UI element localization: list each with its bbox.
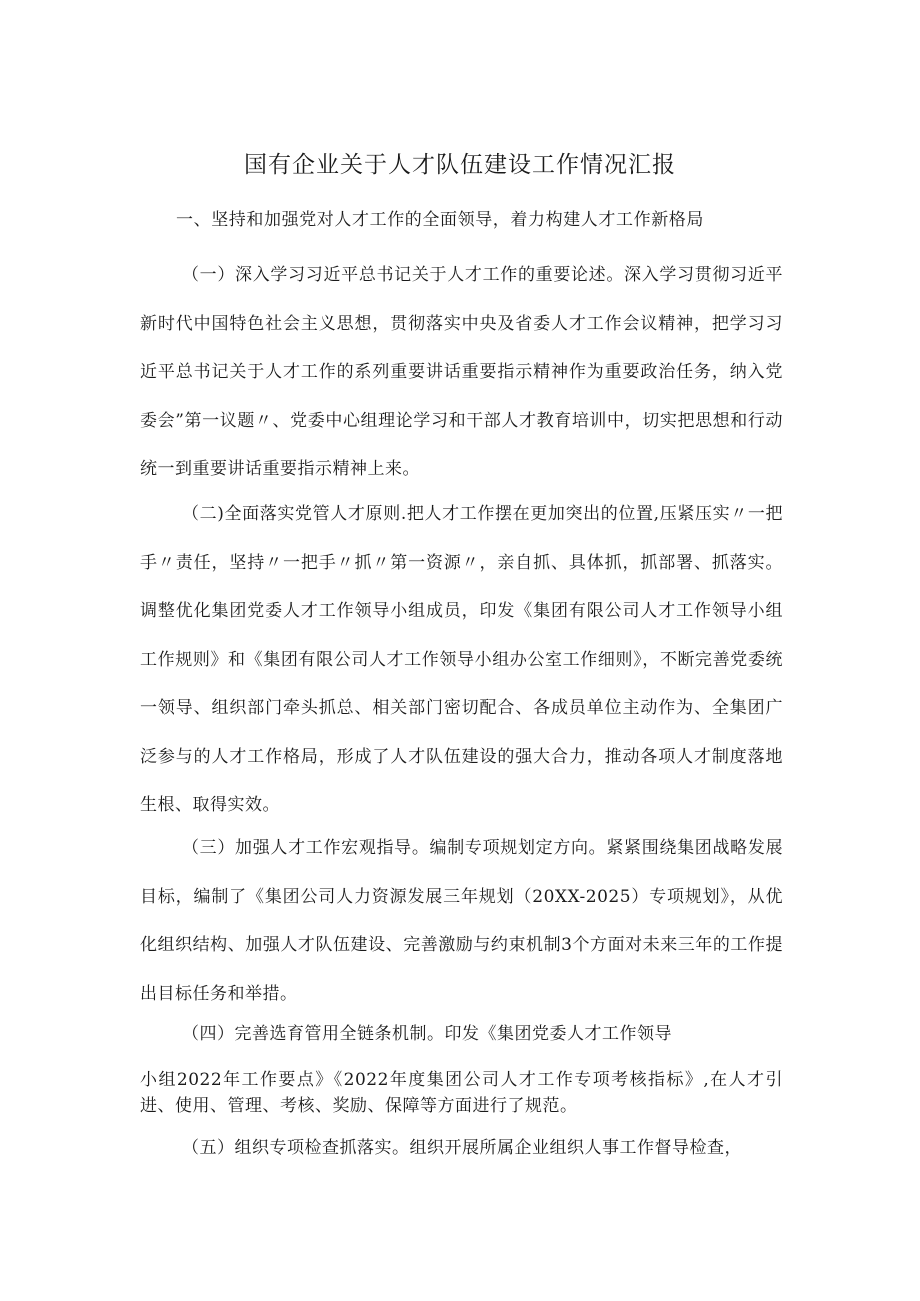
document-title: 国有企业关于人才队伍建设工作情况汇报 bbox=[244, 152, 676, 178]
paragraph-5: （五）组织专项检查抓落实。组织开展所属企业组织人事工作督导检查， bbox=[182, 1138, 742, 1158]
paragraph-4-first-line: （四）完善选育管用全链条机制。印发《集团党委人才工作领导 bbox=[182, 1024, 672, 1044]
paragraph-3: （三）加强人才工作宏观指导。编制专项规划定方向。紧紧围绕集团战略发展目标，编制了《集团公司人力资源发展三年规划（20XX-2025）专项规划》，从优化组织结构、加强人才队伍建设、完善激励与约束机制3个方面对未来三年的工作提出目标任务和举措。 bbox=[140, 838, 783, 1004]
paragraph-1: （一）深入学习习近平总书记关于人才工作的重要论述。深入学习贯彻习近平新时代中国特色社会主义思想，贯彻落实中央及省委人才工作会议精神，把学习习近平总书记关于人才工作的系列重要讲话重要指示精神作为重要政治任务，纳入党委会”第一议题〃、党委中心组理论学习和干部人才教育培训中，切实把思想和行动统一到重要讲话重要指示精神上来。 bbox=[140, 265, 783, 479]
section-heading: 一、坚持和加强党对人才工作的全面领导，着力构建人才工作新格局 bbox=[176, 210, 704, 230]
paragraph-2: （二)全面落实党管人才原则.把人才工作摆在更加突出的位置,压紧压实〃一把手〃责任，坚持〃一把手〃抓〃第一资源〃，亲自抓、具体抓，抓部署、抓落实。调整优化集团党委人才工作领导小组成员，印发《集团有限公司人才工作领导小组工作规则》和《集团有限公司人才工作领导小组办公室工作细则》，不断完善党委统一领导、组织部门牵头抓总、相关部门密切配合、各成员单位主动作为、全集团广泛参与的人才工作格局，形成了人才队伍建设的强大合力，推动各项人才制度落地生根、取得实效。 bbox=[140, 504, 783, 815]
paragraph-4-continuation: 小组2022年工作要点》《2022年度集团公司人才工作专项考核指标》,在人才引进、使用、管理、考核、奖励、保障等方面进行了规范。 bbox=[140, 1070, 783, 1116]
